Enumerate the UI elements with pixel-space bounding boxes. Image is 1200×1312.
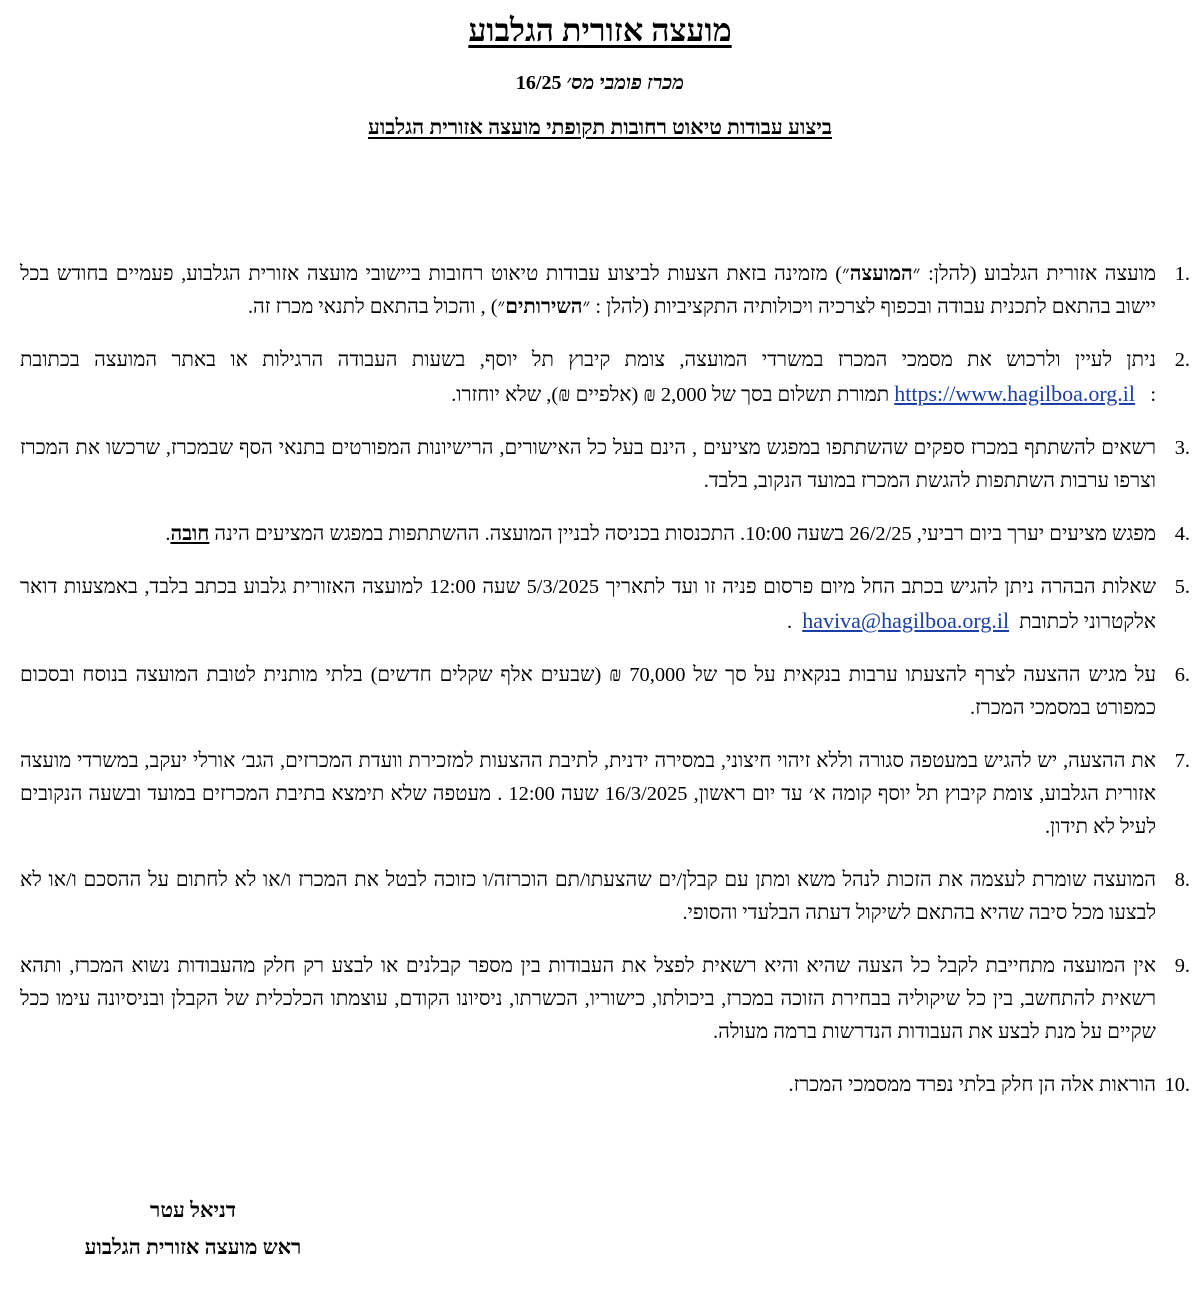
clause-2	[20, 344, 1190, 412]
clause-text	[20, 258, 1156, 324]
clause-number: .1	[1174, 263, 1190, 285]
mandatory-word: חובה	[170, 523, 210, 545]
clause-8	[20, 864, 1190, 930]
clause-text: על מגיש ההצעה לצרף להצעתו ערבות בנקאית על סך של 70,000 ₪ (שבעים אלף שקלים חדשים) בלתי מותנית לטובת המועצה בנוסח ובסכום כמפורט במסמכי המכרז.	[20, 664, 1156, 719]
clause-number: .10	[1164, 1074, 1190, 1096]
clause-text-part: תמורת תשלום בסך של 2,000 ₪ (אלפיים ₪), שלא יוחזרו.	[451, 384, 890, 406]
council-website-link[interactable]: https://www.hagilboa.org.il	[894, 381, 1136, 406]
clause-10	[20, 1069, 1190, 1102]
document-title: מועצה אזורית הגלבוע	[468, 12, 732, 48]
clause-6	[20, 659, 1190, 725]
clause-text: את ההצעה, יש להגיש במעטפה סגורה וללא זיהוי חיצוני, במסירה ידנית, לתיבת ההצעות למזכירת וועדת המכרזים, הגב׳ אורלי יעקב, במשרדי מועצה אזורית הגלבוע, צומת קיבוץ תל יוסף קומה א׳ עד יום ראשון, 16/3/2025 שעה 12:00 . מעטפה שלא תימצא בתיבת המכרזים במועד ובשעה הנקובים לעיל לא תידון.	[20, 750, 1157, 838]
clause-text	[20, 344, 1156, 412]
clause-number: .2	[1174, 349, 1190, 371]
clause-3	[20, 432, 1190, 498]
clause-number: .7	[1174, 750, 1190, 772]
clause-7	[20, 745, 1190, 844]
tender-number	[0, 72, 1200, 95]
tender-subject: ביצוע עבודות טיאוט רחובות תקופתי מועצה אזורית הגלבוע	[368, 115, 832, 139]
clause-text-part: .	[786, 611, 793, 633]
clause-number: .5	[1174, 576, 1190, 598]
clause-text-part: מפגש מציעים יערך ביום רביעי, 26/2/25 בשעה 10:00. התכנסות בכניסה לבניין המועצה. ההשתתפות במפגש המציעים הינה	[214, 523, 1156, 545]
clause-text: הוראות אלה הן חלק בלתי נפרד ממסמכי המכרז.	[788, 1074, 1156, 1096]
signature-block	[48, 1192, 338, 1266]
tender-number-value: 16/25	[515, 72, 562, 94]
clause-number: .4	[1174, 523, 1190, 545]
signatory-name: דניאל עטר	[150, 1198, 236, 1222]
tender-clauses	[20, 258, 1190, 1122]
clause-number: .9	[1174, 955, 1190, 977]
clause-text: רשאים להשתתף במכרז ספקים שהשתתפו במפגש מציעים , הינם בעל כל האישורים, הרישיונות המפורטים בתנאי הסף שבמכרז, שרכשו את המכרז וצרפו ערבות השתתפות להגשת המכרז במועד הנקוב, בלבד.	[20, 437, 1156, 492]
clause-number: .8	[1174, 869, 1190, 891]
clause-text-part: ״) מזמינה בזאת הצעות לביצוע עבודות טיאוט רחובות ביישובי מועצה אזורית הגלבוע, פעמיים בחודש בכל יישוב בהתאם לתכנית עבודה ובכפוף לצרכיה ויכולותיה התקציביות (להלן : ״	[20, 263, 1156, 318]
clause-1	[20, 258, 1190, 324]
clause-number: .6	[1174, 664, 1190, 686]
clause-4	[20, 518, 1190, 551]
clause-text-part: .	[165, 523, 171, 545]
clause-text	[20, 571, 1156, 639]
defined-term-council: המועצה	[849, 263, 913, 285]
clause-5	[20, 571, 1190, 639]
tender-number-label: מכרז פומבי מס׳	[566, 72, 685, 94]
clause-text: אין המועצה מתחייבת לקבל כל הצעה שהיא והיא רשאית לפצל את העבודות בין מספר קבלנים או לבצע רק חלק מהעבודות נשוא המכרז, ותהא רשאית להתחשב, בין כל שיקוליה בבחירת הזוכה במכרז, ביכולתו, כישוריו, הכשרתו, ניסיונו הקודם, עוצמתו הכלכלית של הקבלן ובניסיונה עימו ככל שקיים על מנת לבצע את העבודות הנדרשות ברמה מעולה.	[20, 955, 1156, 1043]
clause-text-part: מועצה אזורית הגלבוע (להלן: ״	[912, 263, 1157, 285]
email-link[interactable]: haviva@hagilboa.org.il	[802, 608, 1010, 633]
clause-text-part: ״) , והכול בהתאם לתנאי מכרז זה.	[247, 296, 506, 318]
clause-number: .3	[1174, 437, 1190, 459]
clause-text-part: שאלות הבהרה ניתן להגיש בכתב החל מיום פרסום פניה זו ועד לתאריך 5/3/2025 שעה 12:00 למועצה האזורית גלבוע בכתב בלבד, באמצעות דואר אלקטרוני לכתובת	[20, 576, 1157, 633]
clause-9	[20, 950, 1190, 1049]
defined-term-services: השירותים	[505, 296, 583, 318]
clause-text: המועצה שומרת לעצמה את הזכות לנהל משא ומתן עם קבלן/ים שהצעתו/תם הוכרזה/ו כזוכה לבטל את המכרז ו/או לא לחתום על ההסכם ו/או לא לבצעו מכל סיבה שהיא בהתאם לשיקול דעתה הבלעדי והסופי.	[20, 869, 1156, 924]
clause-text-part: ניתן לעיין ולרכוש את מסמכי המכרז במשרדי המועצה, צומת קיבוץ תל יוסף, בשעות העבודה הרגילות או באתר המועצה בכתובת :	[20, 349, 1156, 406]
signatory-role: ראש מועצה אזורית הגלבוע	[84, 1235, 302, 1259]
clause-text	[20, 518, 1156, 551]
